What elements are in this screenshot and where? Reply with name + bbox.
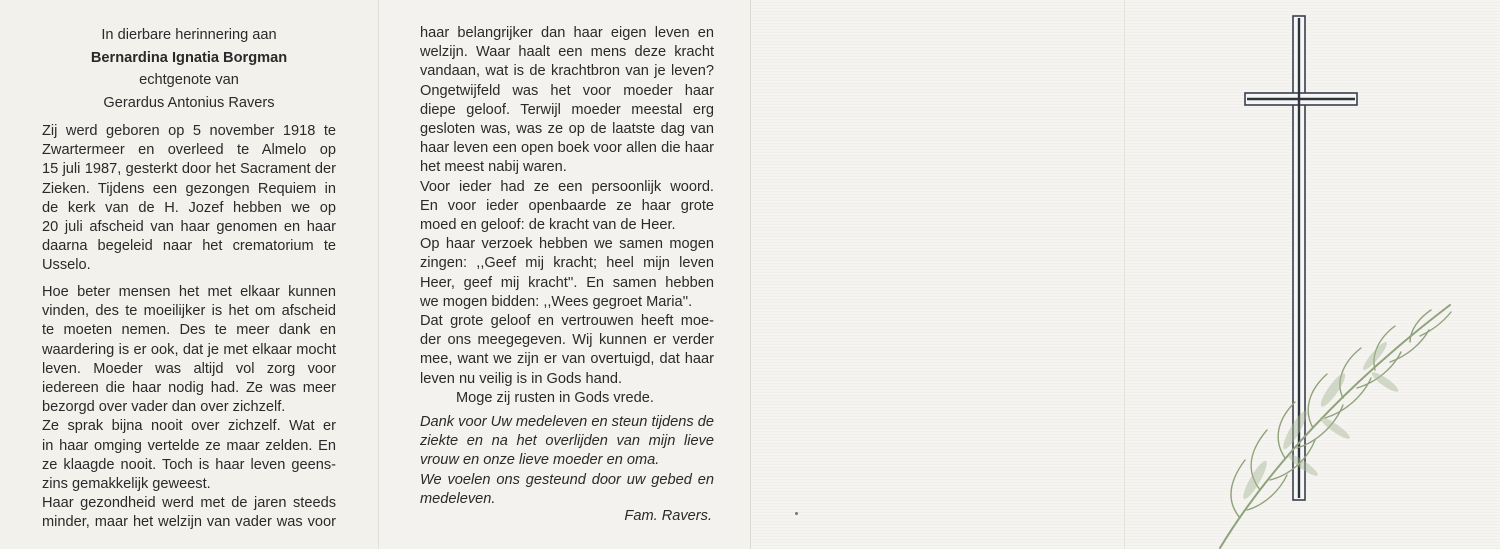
deceased-name: Bernardina Ignatia Borgman xyxy=(90,49,288,66)
text-line: gesloten was, was ze op de laatste dag van xyxy=(420,121,714,138)
text-line: 15 juli 1987, gesterkt door het Sacrament der xyxy=(42,161,336,178)
text-line: We voelen ons gesteund door uw gebed en xyxy=(420,471,714,488)
text-line: te moeten nemen. Des te meer dank en xyxy=(42,322,336,339)
text-line: iedereen die haar nodig had. Ze was meer xyxy=(42,380,336,397)
text-line: zingen: ,,Geef mij kracht; heel mijn leven xyxy=(420,255,714,272)
text-line: Ongetwijfeld was het voor moeder haar xyxy=(420,82,714,99)
text-line: Dat grote geloof en vertrouwen heeft moe- xyxy=(420,313,714,330)
text-line: de kerk van de H. Jozef hebben we op xyxy=(42,199,336,216)
closing-prayer: Moge zij rusten in Gods vrede. xyxy=(456,389,654,406)
text-line: Zwartermeer en overleed te Almelo op xyxy=(42,142,336,159)
text-line: in haar omging vertelde ze maar zelden. En xyxy=(42,437,336,454)
text-line: bezorgd over vader dan over zichzelf. xyxy=(42,399,286,416)
text-line: zins gemakkelijk geweest. xyxy=(42,476,211,493)
paper-speck xyxy=(795,512,798,515)
text-line: ze klaagde nooit. Toch is haar leven geens- xyxy=(42,456,336,473)
text-line: mee, want we zijn er van overtuigd, dat haar xyxy=(420,351,714,368)
text-line: haar belangrijker dan haar eigen leven en xyxy=(420,25,714,41)
text-line: Heer, geef mij kracht''. En samen hebben xyxy=(420,274,714,291)
text-line: minder, maar het welzijn van vader was voor xyxy=(42,514,336,531)
text-line: 20 juli afscheid van haar genomen en haar xyxy=(42,219,336,236)
family-signature: Fam. Ravers. xyxy=(624,508,712,524)
text-line: Voor ieder had ze een persoonlijk woord. xyxy=(420,178,714,195)
text-line: vrouw en onze lieve moeder en oma. xyxy=(420,452,660,469)
text-line: medeleven. xyxy=(420,490,496,507)
text-line: haar leven een open boek voor allen die haar xyxy=(420,140,714,157)
text-line: En voor ieder openbaarde ze haar grote xyxy=(420,197,714,214)
tribute-text-middle xyxy=(420,24,714,408)
text-line: welzijn. Waar haalt een mens deze kracht xyxy=(420,44,714,61)
palm-branch-icon xyxy=(1215,290,1465,549)
fold-line xyxy=(1124,0,1125,549)
text-line: ziekte en na het overlijden van mijn lieve xyxy=(420,433,714,450)
text-line: Hoe beter mensen het met elkaar kunnen xyxy=(42,284,336,300)
biography-paragraph xyxy=(42,122,336,276)
text-line: vandaan, wat is de krachtbron van je leven? xyxy=(420,63,714,80)
text-line: leven nu veilig is in Gods hand. xyxy=(420,370,623,387)
text-line: daarna begeleid naar het crematorium te xyxy=(42,238,336,255)
card-heading xyxy=(0,24,378,114)
text-line: Ze sprak bijna nooit over zichzelf. Wat er xyxy=(42,418,336,435)
heading-intro: In dierbare herinnering aan xyxy=(101,27,277,43)
text-line: vinden, des te moeilijker is het om afscheid xyxy=(42,303,336,320)
thanks-note xyxy=(420,413,714,509)
text-line: Usselo. xyxy=(42,257,91,274)
relation-label: echtgenote van xyxy=(139,72,239,88)
text-line: Dank voor Uw medeleven en steun tijdens de xyxy=(420,414,714,430)
text-line: waardering is er ook, dat je met elkaar mocht xyxy=(42,341,336,358)
text-line: der ons meegegeven. Wij kunnen er verder xyxy=(420,332,714,349)
text-line: moed en geloof: de kracht van de Heer. xyxy=(420,217,676,234)
text-line: Zieken. Tijdens een gezongen Requiem in xyxy=(42,180,336,197)
text-line: leven. Moeder was altijd vol zorg voor xyxy=(42,360,336,377)
text-line: we mogen bidden: ,,Wees gegroet Maria''. xyxy=(420,293,693,310)
text-line: het meest nabij waren. xyxy=(420,159,567,176)
text-line: Haar gezondheid werd met de jaren steeds xyxy=(42,495,336,512)
text-line: diepe geloof. Terwijl moeder meestal erg xyxy=(420,101,714,118)
text-line: Zij werd geboren op 5 november 1918 te xyxy=(42,123,336,139)
tribute-text-left xyxy=(42,283,336,533)
spouse-name: Gerardus Antonius Ravers xyxy=(103,94,275,111)
text-line: Op haar verzoek hebben we samen mogen xyxy=(420,236,714,253)
